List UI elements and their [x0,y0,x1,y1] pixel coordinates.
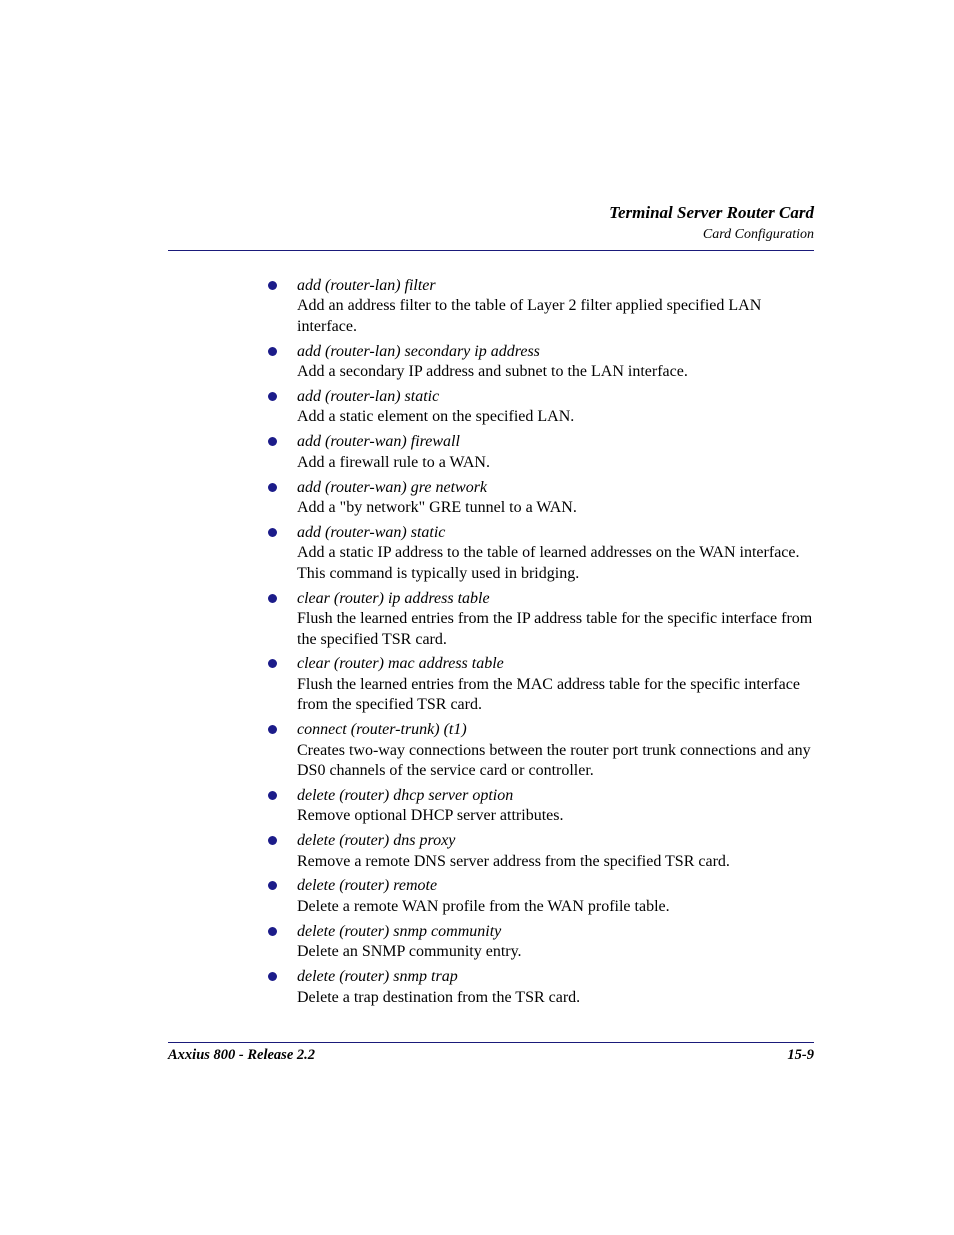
bullet-icon [268,483,277,492]
command-name: add (router-lan) static [297,388,440,406]
footer-rule [168,1042,814,1043]
bullet-icon [268,347,277,356]
bullet-icon [268,725,277,734]
bullet-icon [268,791,277,800]
command-name: clear (router) ip address table [297,589,490,607]
command-description: Add a secondary IP address and subnet to the LAN interface. [297,363,688,381]
bullet-icon [268,528,277,537]
list-item [168,786,814,827]
list-item [168,589,814,650]
command-description: Add a static element on the specified LAN. [297,408,575,426]
list-item [168,654,814,715]
command-name: delete (router) dns proxy [297,832,456,850]
command-name: add (router-lan) filter [297,277,436,294]
header-rule [168,250,814,251]
list-item [168,831,814,872]
bullet-icon [268,281,277,290]
bullet-icon [268,972,277,981]
list-item [168,876,814,917]
command-name: connect (router-trunk) (t1) [297,721,467,739]
running-header-title: Terminal Server Router Card [609,203,814,222]
list-item [168,720,814,781]
command-description: Flush the learned entries from the IP address table for the specific interface from the specified TSR card. [297,610,813,648]
command-name: delete (router) snmp community [297,922,502,940]
bullet-icon [268,927,277,936]
command-name: add (router-lan) secondary ip address [297,342,540,360]
bullet-icon [268,392,277,401]
list-item [168,478,814,519]
list-item [168,967,814,1008]
command-description: Add a "by network" GRE tunnel to a WAN. [297,499,577,517]
bullet-icon [268,659,277,668]
footer-product-release: Axxius 800 - Release 2.2 [168,1047,316,1063]
command-list [168,276,814,1012]
running-header-subtitle: Card Configuration [702,227,814,242]
command-description: Flush the learned entries from the MAC address table for the specific interface from the specified TSR card. [297,675,800,714]
list-item [168,432,814,473]
page-number: 15-9 [787,1047,814,1063]
command-name: delete (router) dhcp server option [297,786,514,804]
command-name: add (router-wan) firewall [297,433,460,451]
list-item [168,276,814,337]
command-description: Creates two-way connections between the router port trunk connections and any DS0 channels of the service card or controller. [297,741,811,779]
command-description: Remove a remote DNS server address from the specified TSR card. [297,852,730,870]
command-description: Add a firewall rule to a WAN. [297,453,490,471]
command-description: Delete an SNMP community entry. [297,943,522,961]
bullet-icon [268,836,277,845]
command-name: delete (router) remote [297,877,438,895]
command-description: Add an address filter to the table of Layer 2 filter applied specified LAN interface. [297,297,762,335]
bullet-icon [268,437,277,446]
bullet-icon [268,881,277,890]
list-item [168,922,814,963]
command-description: Add a static IP address to the table of learned addresses on the WAN interface. This command is typically used in bridging. [297,544,800,582]
command-name: add (router-wan) static [297,523,446,541]
command-name: clear (router) mac address table [297,655,504,673]
command-description: Delete a trap destination from the TSR card. [297,988,581,1006]
command-description: Delete a remote WAN profile from the WAN profile table. [297,897,670,915]
list-item [168,387,814,428]
list-item [168,342,814,383]
command-name: add (router-wan) gre network [297,478,488,496]
bullet-icon [268,594,277,603]
command-name: delete (router) snmp trap [297,968,458,986]
command-description: Remove optional DHCP server attributes. [297,807,564,825]
list-item [168,523,814,584]
